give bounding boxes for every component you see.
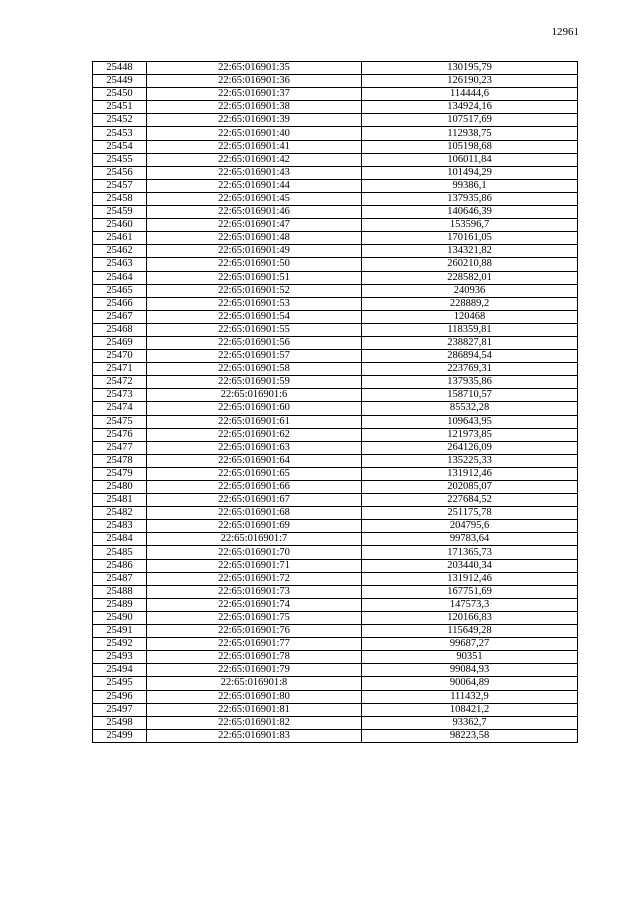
row-number-cell: 25482 [93, 507, 147, 520]
row-number-cell: 25483 [93, 520, 147, 533]
value-cell: 131912,46 [362, 572, 578, 585]
table-row [93, 62, 578, 75]
row-number-cell: 25486 [93, 559, 147, 572]
row-number-cell: 25476 [93, 428, 147, 441]
table-body [93, 62, 578, 743]
table-row [93, 572, 578, 585]
cadastral-number-cell: 22:65:016901:45 [147, 192, 362, 205]
value-cell: 137935,86 [362, 376, 578, 389]
cadastral-number-cell: 22:65:016901:64 [147, 454, 362, 467]
value-cell: 147573,3 [362, 598, 578, 611]
cadastral-number-cell: 22:65:016901:44 [147, 179, 362, 192]
cadastral-number-cell: 22:65:016901:74 [147, 598, 362, 611]
table-row [93, 258, 578, 271]
table-row [93, 441, 578, 454]
row-number-cell: 25457 [93, 179, 147, 192]
value-cell: 170161,05 [362, 232, 578, 245]
value-cell: 135225,33 [362, 454, 578, 467]
cadastral-number-cell: 22:65:016901:77 [147, 638, 362, 651]
table-row [93, 350, 578, 363]
table-row [93, 546, 578, 559]
cadastral-number-cell: 22:65:016901:58 [147, 363, 362, 376]
table-row [93, 114, 578, 127]
row-number-cell: 25469 [93, 336, 147, 349]
row-number-cell: 25471 [93, 363, 147, 376]
table-row [93, 703, 578, 716]
value-cell: 112938,75 [362, 127, 578, 140]
cadastral-number-cell: 22:65:016901:72 [147, 572, 362, 585]
cadastral-number-cell: 22:65:016901:6 [147, 389, 362, 402]
row-number-cell: 25452 [93, 114, 147, 127]
row-number-cell: 25485 [93, 546, 147, 559]
value-cell: 227684,52 [362, 494, 578, 507]
row-number-cell: 25463 [93, 258, 147, 271]
data-table [92, 61, 578, 743]
row-number-cell: 25465 [93, 284, 147, 297]
row-number-cell: 25453 [93, 127, 147, 140]
cadastral-number-cell: 22:65:016901:49 [147, 245, 362, 258]
cadastral-number-cell: 22:65:016901:53 [147, 297, 362, 310]
table-row [93, 638, 578, 651]
table-row [93, 206, 578, 219]
cadastral-number-cell: 22:65:016901:55 [147, 323, 362, 336]
row-number-cell: 25468 [93, 323, 147, 336]
value-cell: 115649,28 [362, 625, 578, 638]
cadastral-number-cell: 22:65:016901:48 [147, 232, 362, 245]
cadastral-number-cell: 22:65:016901:60 [147, 402, 362, 415]
value-cell: 167751,69 [362, 585, 578, 598]
cadastral-number-cell: 22:65:016901:68 [147, 507, 362, 520]
value-cell: 140646,39 [362, 206, 578, 219]
table-row [93, 376, 578, 389]
cadastral-number-cell: 22:65:016901:36 [147, 75, 362, 88]
row-number-cell: 25462 [93, 245, 147, 258]
table-row [93, 75, 578, 88]
table-row [93, 297, 578, 310]
cadastral-number-cell: 22:65:016901:40 [147, 127, 362, 140]
row-number-cell: 25449 [93, 75, 147, 88]
table-row [93, 336, 578, 349]
cadastral-number-cell: 22:65:016901:43 [147, 166, 362, 179]
row-number-cell: 25456 [93, 166, 147, 179]
row-number-cell: 25464 [93, 271, 147, 284]
table-row [93, 428, 578, 441]
value-cell: 228582,01 [362, 271, 578, 284]
value-cell: 203440,34 [362, 559, 578, 572]
row-number-cell: 25454 [93, 140, 147, 153]
table-row [93, 363, 578, 376]
value-cell: 99386,1 [362, 179, 578, 192]
row-number-cell: 25487 [93, 572, 147, 585]
row-number-cell: 25489 [93, 598, 147, 611]
row-number-cell: 25466 [93, 297, 147, 310]
value-cell: 118359,81 [362, 323, 578, 336]
value-cell: 202085,07 [362, 481, 578, 494]
row-number-cell: 25460 [93, 219, 147, 232]
row-number-cell: 25467 [93, 310, 147, 323]
row-number-cell: 25479 [93, 467, 147, 480]
table-row [93, 481, 578, 494]
table-row [93, 179, 578, 192]
row-number-cell: 25458 [93, 192, 147, 205]
value-cell: 108421,2 [362, 703, 578, 716]
cadastral-number-cell: 22:65:016901:71 [147, 559, 362, 572]
cadastral-number-cell: 22:65:016901:73 [147, 585, 362, 598]
cadastral-number-cell: 22:65:016901:80 [147, 690, 362, 703]
value-cell: 171365,73 [362, 546, 578, 559]
table-row [93, 415, 578, 428]
table-row [93, 88, 578, 101]
table-row [93, 651, 578, 664]
cadastral-number-cell: 22:65:016901:56 [147, 336, 362, 349]
table-row [93, 219, 578, 232]
value-cell: 99084,93 [362, 664, 578, 677]
cadastral-number-cell: 22:65:016901:79 [147, 664, 362, 677]
value-cell: 120166,83 [362, 611, 578, 624]
cadastral-number-cell: 22:65:016901:62 [147, 428, 362, 441]
row-number-cell: 25490 [93, 611, 147, 624]
row-number-cell: 25491 [93, 625, 147, 638]
cadastral-number-cell: 22:65:016901:38 [147, 101, 362, 114]
row-number-cell: 25450 [93, 88, 147, 101]
table-row [93, 192, 578, 205]
cadastral-number-cell: 22:65:016901:81 [147, 703, 362, 716]
row-number-cell: 25472 [93, 376, 147, 389]
cadastral-number-cell: 22:65:016901:52 [147, 284, 362, 297]
table-row [93, 494, 578, 507]
cadastral-number-cell: 22:65:016901:63 [147, 441, 362, 454]
table-row [93, 454, 578, 467]
row-number-cell: 25494 [93, 664, 147, 677]
table-row [93, 625, 578, 638]
table-row [93, 323, 578, 336]
table-row [93, 467, 578, 480]
cadastral-number-cell: 22:65:016901:67 [147, 494, 362, 507]
cadastral-number-cell: 22:65:016901:50 [147, 258, 362, 271]
value-cell: 228889,2 [362, 297, 578, 310]
value-cell: 90351 [362, 651, 578, 664]
value-cell: 158710,57 [362, 389, 578, 402]
cadastral-number-cell: 22:65:016901:42 [147, 153, 362, 166]
value-cell: 204795,6 [362, 520, 578, 533]
table-row [93, 402, 578, 415]
cadastral-number-cell: 22:65:016901:37 [147, 88, 362, 101]
row-number-cell: 25496 [93, 690, 147, 703]
page-number: 12961 [551, 26, 579, 38]
row-number-cell: 25484 [93, 533, 147, 546]
value-cell: 111432,9 [362, 690, 578, 703]
table-row [93, 690, 578, 703]
row-number-cell: 25488 [93, 585, 147, 598]
value-cell: 126190,23 [362, 75, 578, 88]
cadastral-number-cell: 22:65:016901:61 [147, 415, 362, 428]
row-number-cell: 25499 [93, 729, 147, 742]
value-cell: 264126,09 [362, 441, 578, 454]
value-cell: 93362,7 [362, 716, 578, 729]
cadastral-number-cell: 22:65:016901:35 [147, 62, 362, 75]
value-cell: 105198,68 [362, 140, 578, 153]
table-row [93, 232, 578, 245]
cadastral-number-cell: 22:65:016901:65 [147, 467, 362, 480]
cadastral-number-cell: 22:65:016901:54 [147, 310, 362, 323]
value-cell: 134924,16 [362, 101, 578, 114]
table-row [93, 101, 578, 114]
value-cell: 99687,27 [362, 638, 578, 651]
table-row [93, 507, 578, 520]
table-row [93, 598, 578, 611]
value-cell: 98223,58 [362, 729, 578, 742]
cadastral-number-cell: 22:65:016901:78 [147, 651, 362, 664]
row-number-cell: 25473 [93, 389, 147, 402]
row-number-cell: 25474 [93, 402, 147, 415]
value-cell: 286894,54 [362, 350, 578, 363]
value-cell: 107517,69 [362, 114, 578, 127]
cadastral-number-cell: 22:65:016901:70 [147, 546, 362, 559]
cadastral-number-cell: 22:65:016901:76 [147, 625, 362, 638]
value-cell: 99783,64 [362, 533, 578, 546]
cadastral-number-cell: 22:65:016901:51 [147, 271, 362, 284]
value-cell: 134321,82 [362, 245, 578, 258]
table-row [93, 389, 578, 402]
cadastral-number-cell: 22:65:016901:7 [147, 533, 362, 546]
table-row [93, 664, 578, 677]
row-number-cell: 25455 [93, 153, 147, 166]
table-row [93, 585, 578, 598]
value-cell: 131912,46 [362, 467, 578, 480]
value-cell: 137935,86 [362, 192, 578, 205]
table-row [93, 716, 578, 729]
table-row [93, 153, 578, 166]
table-row [93, 245, 578, 258]
row-number-cell: 25481 [93, 494, 147, 507]
value-cell: 90064,89 [362, 677, 578, 690]
table-row [93, 729, 578, 742]
cadastral-number-cell: 22:65:016901:46 [147, 206, 362, 219]
table-row [93, 271, 578, 284]
value-cell: 101494,29 [362, 166, 578, 179]
value-cell: 238827,81 [362, 336, 578, 349]
table-row [93, 677, 578, 690]
row-number-cell: 25475 [93, 415, 147, 428]
cadastral-number-cell: 22:65:016901:66 [147, 481, 362, 494]
cadastral-number-cell: 22:65:016901:57 [147, 350, 362, 363]
row-number-cell: 25451 [93, 101, 147, 114]
table-row [93, 127, 578, 140]
row-number-cell: 25497 [93, 703, 147, 716]
value-cell: 240936 [362, 284, 578, 297]
row-number-cell: 25461 [93, 232, 147, 245]
cadastral-number-cell: 22:65:016901:83 [147, 729, 362, 742]
cadastral-number-cell: 22:65:016901:69 [147, 520, 362, 533]
row-number-cell: 25498 [93, 716, 147, 729]
table-row [93, 140, 578, 153]
table-row [93, 520, 578, 533]
value-cell: 223769,31 [362, 363, 578, 376]
cadastral-number-cell: 22:65:016901:75 [147, 611, 362, 624]
row-number-cell: 25492 [93, 638, 147, 651]
value-cell: 121973,85 [362, 428, 578, 441]
value-cell: 114444,6 [362, 88, 578, 101]
row-number-cell: 25448 [93, 62, 147, 75]
cadastral-number-cell: 22:65:016901:39 [147, 114, 362, 127]
value-cell: 109643,95 [362, 415, 578, 428]
row-number-cell: 25495 [93, 677, 147, 690]
cadastral-number-cell: 22:65:016901:59 [147, 376, 362, 389]
row-number-cell: 25470 [93, 350, 147, 363]
cadastral-number-cell: 22:65:016901:41 [147, 140, 362, 153]
row-number-cell: 25478 [93, 454, 147, 467]
table-row [93, 533, 578, 546]
value-cell: 251175,78 [362, 507, 578, 520]
value-cell: 153596,7 [362, 219, 578, 232]
value-cell: 106011,84 [362, 153, 578, 166]
table-row [93, 284, 578, 297]
row-number-cell: 25493 [93, 651, 147, 664]
cadastral-number-cell: 22:65:016901:8 [147, 677, 362, 690]
table-row [93, 611, 578, 624]
value-cell: 260210,88 [362, 258, 578, 271]
table-row [93, 559, 578, 572]
value-cell: 85532,28 [362, 402, 578, 415]
row-number-cell: 25480 [93, 481, 147, 494]
table-row [93, 166, 578, 179]
table-row [93, 310, 578, 323]
cadastral-number-cell: 22:65:016901:47 [147, 219, 362, 232]
row-number-cell: 25459 [93, 206, 147, 219]
cadastral-number-cell: 22:65:016901:82 [147, 716, 362, 729]
value-cell: 130195,79 [362, 62, 578, 75]
row-number-cell: 25477 [93, 441, 147, 454]
value-cell: 120468 [362, 310, 578, 323]
